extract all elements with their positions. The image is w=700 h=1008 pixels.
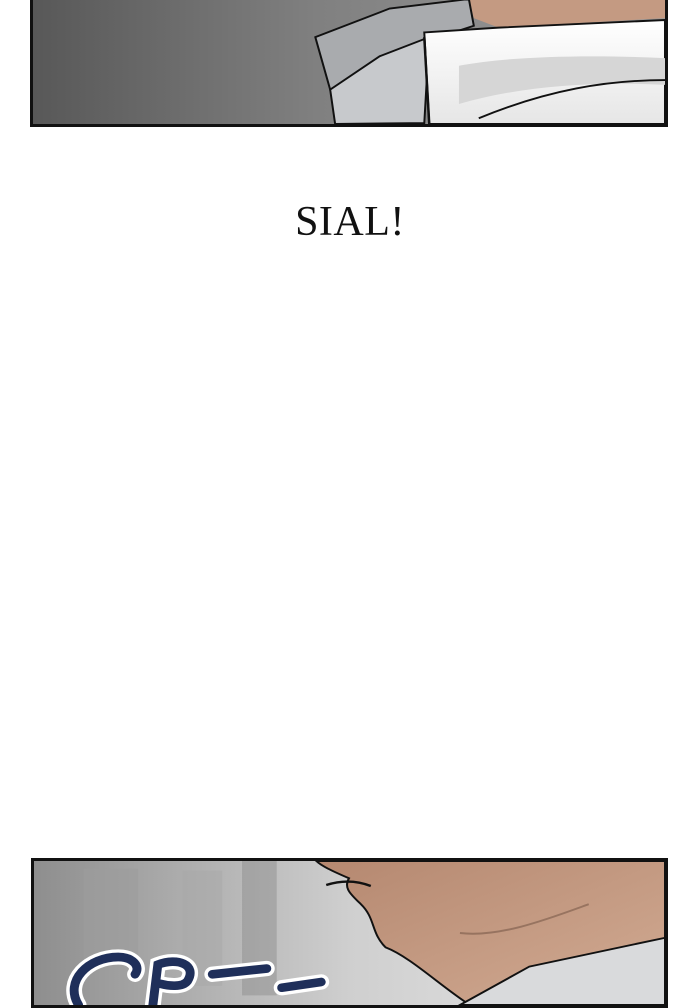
comic-panel-top bbox=[30, 0, 668, 127]
collar-illustration bbox=[33, 0, 665, 124]
dialogue-text: SIAL! bbox=[295, 199, 405, 245]
comic-panel-bottom bbox=[31, 858, 668, 1008]
face-profile-illustration bbox=[34, 861, 665, 1005]
